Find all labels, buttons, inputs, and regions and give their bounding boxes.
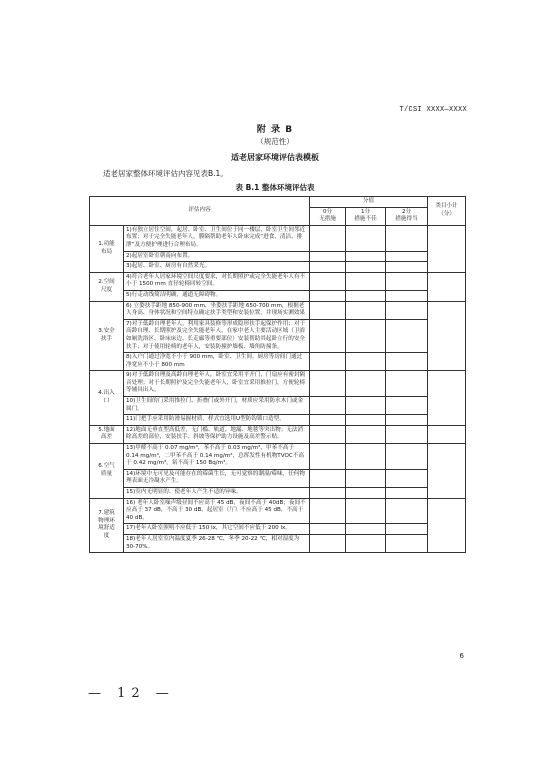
item-cell: 11)门把手应采用防滑易握材质，样式宜选用U型防钩锁口造型。 xyxy=(124,415,310,426)
score-1-cell[interactable] xyxy=(346,371,386,397)
score-2-cell[interactable] xyxy=(386,301,428,319)
table-row xyxy=(90,444,466,470)
score-2-cell[interactable] xyxy=(386,415,428,426)
score-2-cell[interactable] xyxy=(386,319,428,352)
item-cell: 17)老年人卧室照明不应低于 150 lx，其它空间不应低于 200 lx。 xyxy=(124,524,310,535)
score-2-cell[interactable] xyxy=(386,444,428,470)
score-0-cell[interactable] xyxy=(310,319,346,352)
category-cell: 1.功能 布局 xyxy=(90,225,124,272)
score-2-cell[interactable] xyxy=(386,498,428,524)
table-row xyxy=(90,425,466,443)
score-2-cell[interactable] xyxy=(386,524,428,535)
item-cell: 1)有独立居住空间，起居、卧室、卫生间位于同一楼层，卧室卫生间邻近布置；对于完全失能老年人，膜隔帮助老年人卧床完成“进食、清洁、排泄”及方便护理进行合理布局。 xyxy=(124,225,310,251)
table-row xyxy=(90,262,466,273)
category-cell: 5.地面 高差 xyxy=(90,425,124,443)
score-2-cell[interactable] xyxy=(386,272,428,290)
table-row xyxy=(90,301,466,319)
score-0-cell[interactable] xyxy=(310,498,346,524)
header-score-0: 0分 无措施 xyxy=(310,207,346,225)
table-row xyxy=(90,272,466,290)
item-cell: 6) 立姿扶手距地 850-900 mm，坐姿扶手距地 650-700 mm，根据老人身高、身体状况和空间特点确定扶手类型和安装位置，并现场实测效果 xyxy=(124,301,310,319)
score-1-cell[interactable] xyxy=(346,425,386,443)
table-row xyxy=(90,353,466,371)
table-row xyxy=(90,469,466,487)
item-cell: 18)老年人居室室内温度夏季 26-28 ℃，冬季 20-22 ℃，相对湿度为 30-70%。 xyxy=(124,534,310,552)
score-0-cell[interactable] xyxy=(310,251,346,262)
annex-title: 附 录 B xyxy=(256,125,294,135)
item-cell: 16) 老年人卧室噪声级昼间不应高于 45 dB，夜间不高于 40dB；夜间不应高于 37 dB，不高于 30 dB，起居室（厅）不应高于 45 dB，不高于 40 dB。 xyxy=(124,498,310,524)
score-2-cell[interactable] xyxy=(386,225,428,251)
score-1-cell[interactable] xyxy=(346,524,386,535)
item-cell: 13)甲醛不高于 0.07 mg/m³，苯不高于 0.03 mg/m³，甲苯不高于 0.14 mg/m³，二甲苯不高于 0.14 mg/m³，总挥发性有机物TVOC不高于 0.42 mg/m³，氡不高于 150 Bq/m³。 xyxy=(124,444,310,470)
subtotal-cell[interactable] xyxy=(428,425,466,443)
header-content: 评估内容 xyxy=(90,197,310,226)
category-cell: 7.建筑 物理环 境舒适 度 xyxy=(90,498,124,553)
score-1-cell[interactable] xyxy=(346,262,386,273)
score-0-cell[interactable] xyxy=(310,469,346,487)
table-row xyxy=(90,397,466,415)
item-cell: 14)环境中无可见及可能存在的霉菌生长，无可觉察的潮湿/霉味，任何物理表面无冷凝水产生。 xyxy=(124,469,310,487)
item-cell: 9)对于低龄自理及高龄自理老年人，卧室宜采用平开门，门扇应有密封隔音处理；对于长期照护及完全失能老年人，卧室宜采用推拉门，方便轮椅等辅具出入。 xyxy=(124,371,310,397)
score-0-cell[interactable] xyxy=(310,444,346,470)
score-1-cell[interactable] xyxy=(346,397,386,415)
header-score-1: 1分 措施不佳 xyxy=(346,207,386,225)
table-title: 表 B.1 整体环境评估表 xyxy=(235,183,315,192)
score-0-cell[interactable] xyxy=(310,397,346,415)
score-1-cell[interactable] xyxy=(346,353,386,371)
header-subtotal: 类目小计 （分） xyxy=(428,197,466,226)
document-code: T/CSI XXXX—XXXX xyxy=(399,106,467,114)
book-page-number: — 12 — xyxy=(88,686,175,701)
table-row xyxy=(90,371,466,397)
evaluation-table xyxy=(89,196,466,553)
item-cell: 2)起居室卧室朝南向布置。 xyxy=(124,251,310,262)
subtotal-cell[interactable] xyxy=(428,498,466,553)
score-2-cell[interactable] xyxy=(386,290,428,301)
score-1-cell[interactable] xyxy=(346,225,386,251)
score-1-cell[interactable] xyxy=(346,469,386,487)
score-2-cell[interactable] xyxy=(386,371,428,397)
item-cell: 12)地面无垂直型高低差，无门槛、轨道、地漏、地毯等突出物；无法消除高差的部位，安装扶手、斜坡等保护助力设施及高差警示贴。 xyxy=(124,425,310,443)
table-row xyxy=(90,488,466,499)
page-number: 6 xyxy=(459,652,464,660)
annex-heading: 适老居家环境评估表模板 xyxy=(231,153,319,162)
score-2-cell[interactable] xyxy=(386,353,428,371)
score-0-cell[interactable] xyxy=(310,262,346,273)
subtotal-cell[interactable] xyxy=(428,225,466,272)
table-row xyxy=(90,251,466,262)
score-2-cell[interactable] xyxy=(386,262,428,273)
score-1-cell[interactable] xyxy=(346,251,386,262)
subtotal-cell[interactable] xyxy=(428,371,466,426)
table-row xyxy=(90,319,466,352)
item-cell: 10)卫生间的门采用推拉门、折叠门或外开门，材质应采用防水木门或金属门。 xyxy=(124,397,310,415)
category-cell: 4.出入 口 xyxy=(90,371,124,426)
score-1-cell[interactable] xyxy=(346,319,386,352)
table-row xyxy=(90,290,466,301)
subtotal-cell[interactable] xyxy=(428,444,466,499)
item-cell: 5)行走动线简洁明确，通道无障碍物。 xyxy=(124,290,310,301)
score-1-cell[interactable] xyxy=(346,415,386,426)
table-row xyxy=(90,498,466,524)
category-cell: 2.空间 尺度 xyxy=(90,272,124,301)
score-0-cell[interactable] xyxy=(310,534,346,552)
score-0-cell[interactable] xyxy=(310,488,346,499)
score-0-cell[interactable] xyxy=(310,272,346,290)
score-1-cell[interactable] xyxy=(346,301,386,319)
score-1-cell[interactable] xyxy=(346,272,386,290)
annex-subtitle: （规范性） xyxy=(256,137,294,146)
score-1-cell[interactable] xyxy=(346,498,386,524)
table-row xyxy=(90,415,466,426)
score-1-cell[interactable] xyxy=(346,534,386,552)
score-2-cell[interactable] xyxy=(386,397,428,415)
item-cell: 7)对于低龄自理老年人，利用家具装修等形成隐形扶手起保护作用；对于高龄自理、长期照护及完全失能老年人，在家中老人主要活动区域（卫浴如厕洗浴区、卧床床边、长走廊等重要部位）安装帮助其起卧立行的安全扶手；对于使用轮椅的老年人，安装防撞护墙板、墙角防撞条。 xyxy=(124,319,310,352)
table-row xyxy=(90,225,466,251)
score-1-cell[interactable] xyxy=(346,488,386,499)
score-0-cell[interactable] xyxy=(310,425,346,443)
score-2-cell[interactable] xyxy=(386,469,428,487)
item-cell: 3)起居、卧室、厨房有自然采光。 xyxy=(124,262,310,273)
header-score-2: 2分 措施得当 xyxy=(386,207,428,225)
score-2-cell[interactable] xyxy=(386,251,428,262)
score-0-cell[interactable] xyxy=(310,415,346,426)
score-0-cell[interactable] xyxy=(310,524,346,535)
subtotal-cell[interactable] xyxy=(428,272,466,301)
score-0-cell[interactable] xyxy=(310,353,346,371)
score-0-cell[interactable] xyxy=(310,290,346,301)
header-score-group: 分值 xyxy=(310,197,428,208)
score-2-cell[interactable] xyxy=(386,425,428,443)
score-2-cell[interactable] xyxy=(386,488,428,499)
subtotal-cell[interactable] xyxy=(428,301,466,371)
item-cell: 15)室内无明显的、使老年人产生不适的异味。 xyxy=(124,488,310,499)
score-2-cell[interactable] xyxy=(386,534,428,552)
score-1-cell[interactable] xyxy=(346,290,386,301)
intro-paragraph: 适老居家整体环境评估内容见表B.1。 xyxy=(103,169,228,178)
item-cell: 8)入户门通过净宽不小于 900 mm，卧室、卫生间、厨房等房间门通过净宽应不小于 800 mm xyxy=(124,353,310,371)
score-0-cell[interactable] xyxy=(310,371,346,397)
score-0-cell[interactable] xyxy=(310,225,346,251)
category-cell: 3.安全 扶手 xyxy=(90,301,124,371)
score-0-cell[interactable] xyxy=(310,301,346,319)
item-cell: 4)符合老年人居家环境空间尺度要求，对长期照护或完全失能老年人有不小于 1500 mm 直径轮椅回转空间。 xyxy=(124,272,310,290)
category-cell: 6.空气 质量 xyxy=(90,444,124,499)
table-row xyxy=(90,534,466,552)
score-1-cell[interactable] xyxy=(346,444,386,470)
table-row xyxy=(90,524,466,535)
